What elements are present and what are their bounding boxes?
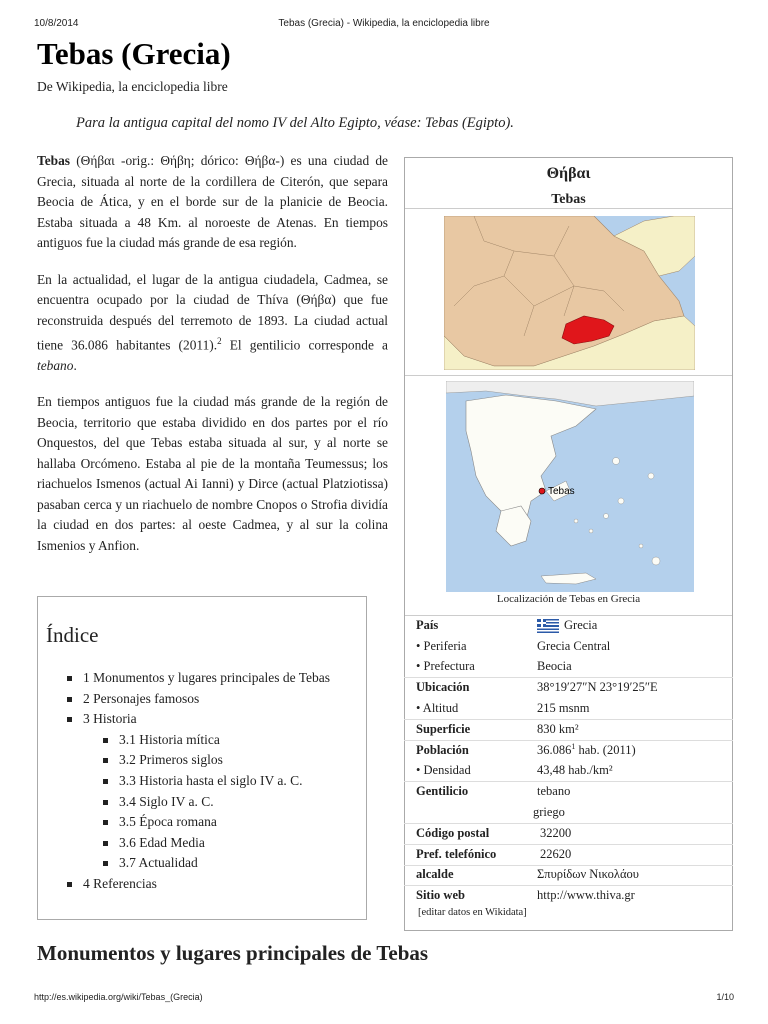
- page-title: Tebas (Grecia): [37, 36, 231, 71]
- greece-flag-icon: [537, 619, 559, 633]
- print-footer: [34, 992, 734, 1002]
- reference-link[interactable]: 2: [217, 336, 222, 346]
- island: [648, 473, 654, 479]
- website-link[interactable]: http://www.thiva.gr: [537, 888, 635, 903]
- toc-item[interactable]: 3 Historia: [38, 709, 366, 730]
- row-value: tebano: [537, 784, 571, 799]
- infobox-row: [404, 657, 733, 678]
- island: [589, 529, 593, 533]
- toc-subitem[interactable]: 3.6 Edad Media: [38, 833, 366, 854]
- infobox-row: [404, 844, 733, 865]
- reference-link[interactable]: 1: [571, 742, 576, 752]
- coordinates-link[interactable]: 38°19′27″N 23°19′25″E: [537, 680, 658, 695]
- row-key: • Altitud: [416, 701, 459, 716]
- row-value: 215 msnm: [537, 701, 590, 716]
- island: [639, 544, 643, 548]
- toc-item[interactable]: 4 Referencias: [38, 874, 366, 895]
- row-value: 22620: [540, 846, 572, 861]
- infobox-divider: [405, 375, 732, 376]
- row-value[interactable]: Beocia: [537, 659, 572, 674]
- infobox-title: Θήβαι: [546, 165, 591, 182]
- infobox-row: [404, 802, 733, 823]
- infobox-row: [404, 865, 733, 886]
- toc-subitem[interactable]: 3.4 Siglo IV a. C.: [38, 792, 366, 813]
- infobox-row: [404, 719, 733, 740]
- infobox-row: [404, 761, 733, 782]
- toc-subitem[interactable]: 3.7 Actualidad: [38, 853, 366, 874]
- row-value[interactable]: Σπυρίδων Νικολάου: [537, 867, 639, 882]
- toc-item[interactable]: 2 Personajes famosos: [38, 689, 366, 710]
- table-of-contents: [37, 596, 367, 920]
- row-key: Sitio web: [416, 888, 465, 903]
- row-value: 830 km²: [537, 721, 579, 736]
- print-page-number: 1/10: [716, 992, 734, 1002]
- page-subtitle: De Wikipedia, la enciclopedia libre: [37, 79, 228, 94]
- row-key: • Densidad: [416, 763, 471, 778]
- paragraph-3: En tiempos antiguos fue la ciudad más grande de la región de Beocia, territorio que estaba dividido en dos partes por el río Onquestos, del que Tebas estaba situada al sur, y al norte se hallaba Orcómeno. Estaba al pie de la montaña Teumessus; los riachuelos Ismenos (actual Ai Ianni) y Dirce (actual Platziotissa) pasaban cerca y un riachuelo de nombre Cnopos o Strofia dividía la ciudad en dos partes: al oeste Cadmea, y al sur la colina Ismenios y Anfion.: [37, 394, 388, 553]
- row-value: 43,48 hab./km²: [537, 763, 613, 778]
- paragraph-2-text: En la actualidad, el lugar de la antigua ciudadela, Cadmea, se encuentra ocupado por la ciudad de Thíva (Θήβα) que fue reconstruida después del terremoto de 1893. La ciudad actual tiene 36.086 habitantes (2011).: [37, 271, 388, 353]
- paragraph-2: [37, 270, 388, 377]
- boeotia-region-map[interactable]: [444, 216, 695, 370]
- thebes-marker: [539, 488, 545, 494]
- row-key: • Periferia: [416, 638, 467, 653]
- island: [574, 519, 578, 523]
- infobox-row: [404, 740, 733, 761]
- paragraph-2-end: .: [73, 357, 77, 373]
- island: [613, 458, 620, 465]
- island: [652, 557, 660, 565]
- row-key: Población: [416, 742, 469, 757]
- infobox-subtitle: Tebas: [551, 192, 586, 207]
- infobox-divider: [405, 208, 732, 209]
- row-value[interactable]: Grecia: [564, 617, 598, 632]
- map-caption: Localización de Tebas en Grecia: [496, 593, 641, 605]
- row-key: • Prefectura: [416, 659, 475, 674]
- infobox-row: [404, 885, 733, 906]
- row-key: Ubicación: [416, 680, 470, 695]
- row-key: alcalde: [416, 867, 454, 882]
- row-key: País: [416, 617, 439, 632]
- paragraph-1: [37, 151, 388, 254]
- print-date: 10/8/2014: [34, 18, 79, 29]
- gentilicio-term: tebano: [37, 357, 74, 373]
- paragraph-1-text: (Θήβαι -orig.: Θήβη; dórico: Θήβα-) es una ciudad de Grecia, situada al norte de la cordillera de Citerón, que separa Beocia de Ática, y en el borde sur de la planicie de Beocia. Estaba situada a 48 Km. al noroeste de Atenas. En tiempos antiguos fue la ciudad más grande de esa región.: [37, 153, 388, 250]
- island: [618, 498, 624, 504]
- row-value: griego: [533, 805, 565, 820]
- infobox-row: [404, 677, 733, 698]
- row-key: Pref. telefónico: [416, 846, 497, 861]
- edit-wikidata-link[interactable]: [editar datos en Wikidata]: [418, 907, 527, 918]
- toc-subitem[interactable]: 3.2 Primeros siglos: [38, 750, 366, 771]
- toc-subitem[interactable]: 3.5 Época romana: [38, 812, 366, 833]
- print-header: [34, 18, 734, 29]
- infobox-data: [404, 615, 733, 906]
- row-value: 36.086: [537, 743, 572, 758]
- row-key: Gentilicio: [416, 784, 469, 799]
- infobox-row: [404, 823, 733, 844]
- infobox-row: [404, 781, 733, 802]
- row-value-suffix: hab. (2011): [575, 743, 636, 758]
- row-value[interactable]: Grecia Central: [537, 638, 611, 653]
- hatnote[interactable]: Para la antigua capital del nomo IV del Alto Egipto, véase: Tebas (Egipto).: [76, 115, 514, 131]
- lead-term: Tebas: [37, 153, 70, 168]
- row-key: Superficie: [416, 721, 471, 736]
- print-url: http://es.wikipedia.org/wiki/Tebas_(Grecia): [34, 992, 203, 1002]
- toc-item[interactable]: 1 Monumentos y lugares principales de Tebas: [38, 668, 366, 689]
- thebes-map-label: Tebas: [548, 486, 575, 497]
- greece-location-map[interactable]: [446, 381, 694, 592]
- row-value: 32200: [540, 825, 572, 840]
- toc-title: Índice: [46, 623, 99, 647]
- infobox-row: [404, 636, 733, 657]
- section-heading: Monumentos y lugares principales de Tebas: [37, 941, 429, 965]
- infobox-row: [404, 698, 733, 719]
- print-title: Tebas (Grecia) - Wikipedia, la enciclopedia libre: [278, 18, 490, 29]
- row-key: Código postal: [416, 825, 490, 840]
- paragraph-2-text-b: El gentilicio corresponde a: [221, 337, 388, 353]
- infobox-row-pais: [404, 615, 733, 636]
- island: [604, 514, 609, 519]
- toc-subitem[interactable]: 3.1 Historia mítica: [38, 730, 366, 751]
- toc-subitem[interactable]: 3.3 Historia hasta el siglo IV a. C.: [38, 771, 366, 792]
- article-body: [37, 151, 388, 572]
